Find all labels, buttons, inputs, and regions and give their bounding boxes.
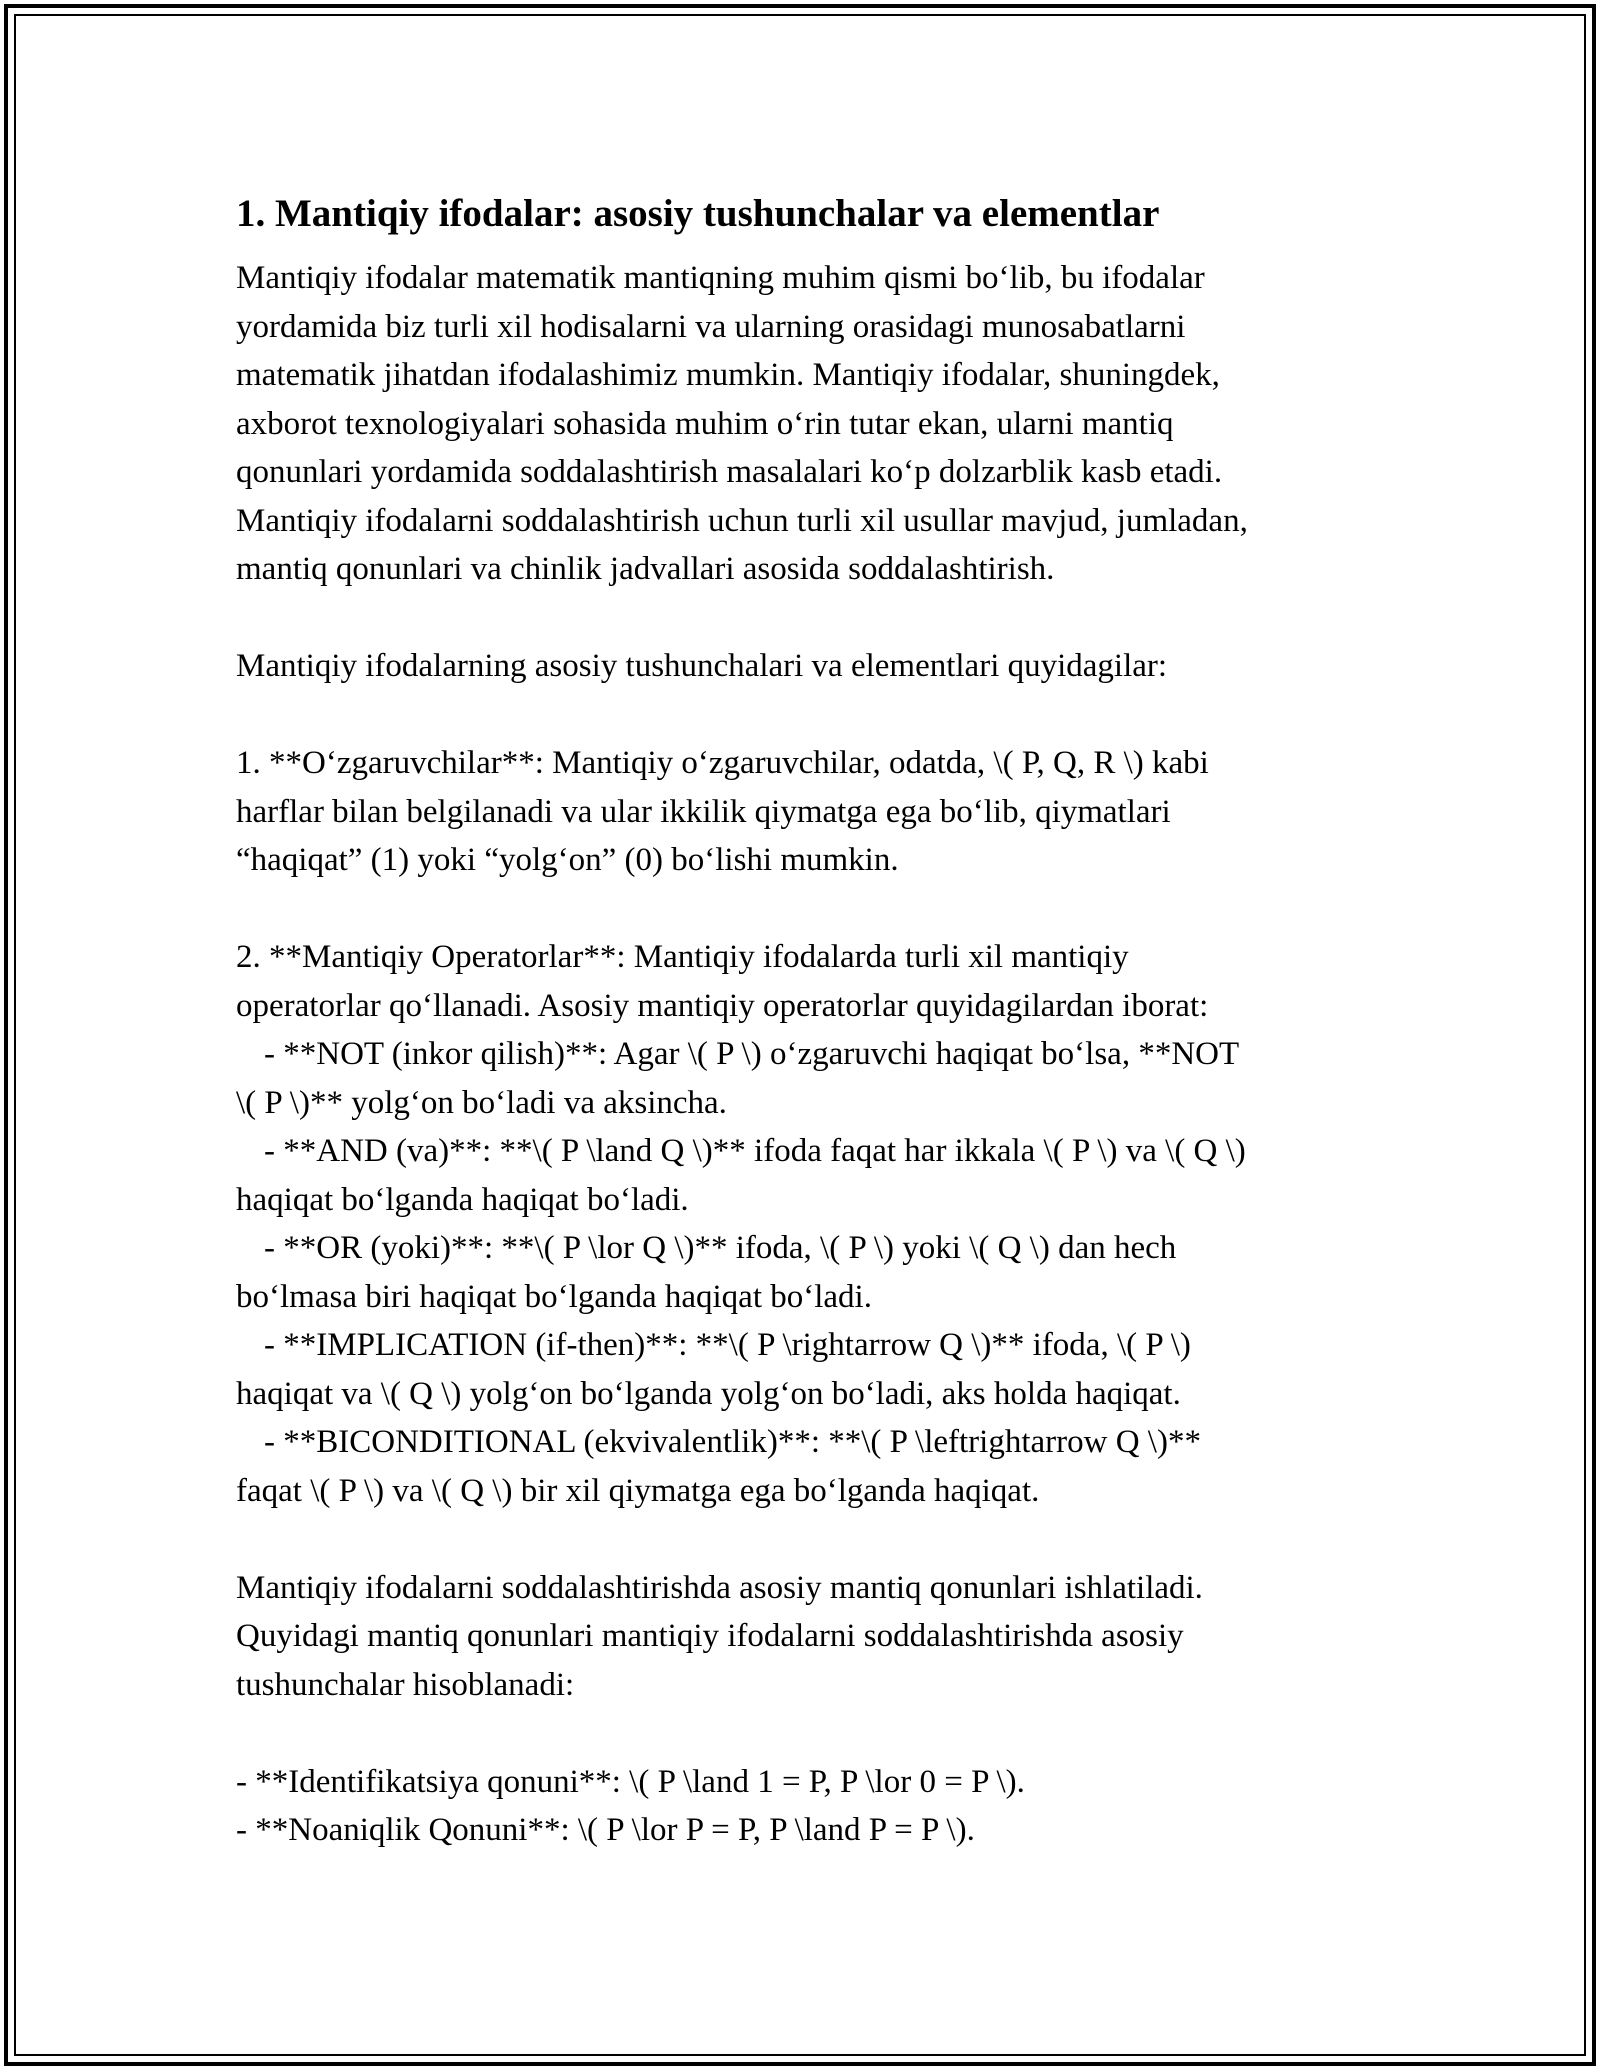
operators-paragraph — [236, 933, 1376, 1515]
text-line: faqat \( P \) va \( Q \) bir xil qiymatga ega bo‘lganda haqiqat. — [236, 1472, 1040, 1509]
text-line: \( P \)** yolg‘on bo‘ladi va aksincha. — [236, 1084, 727, 1121]
document-body — [236, 186, 1376, 1855]
laws-intro-paragraph — [236, 1564, 1376, 1710]
variables-paragraph — [236, 739, 1376, 885]
text-line: Mantiqiy ifodalarning asosiy tushunchalari va elementlari quyidagilar: — [236, 648, 1168, 684]
list-item-implication: - **IMPLICATION (if-then)**: **\( P \rightarrow Q \)** ifoda, \( P \) — [264, 1327, 1191, 1363]
text-line: haqiqat bo‘lganda haqiqat bo‘ladi. — [236, 1181, 689, 1218]
list-item-or: - **OR (yoki)**: **\( P \lor Q \)** ifoda, \( P \) yoki \( Q \) dan hech — [264, 1230, 1177, 1266]
text-line: mantiq qonunlari va chinlik jadvallari asosida soddalashtirish. — [236, 551, 1055, 587]
text-line: harflar bilan belgilanadi va ular ikkilik qiymatga ega bo‘lib, qiymatlari — [236, 793, 1171, 830]
text-line: “haqiqat” (1) yoki “yolg‘on” (0) bo‘lishi mumkin. — [236, 842, 899, 878]
text-line: bo‘lmasa biri haqiqat bo‘lganda haqiqat bo‘ladi. — [236, 1278, 872, 1315]
text-line: Mantiqiy ifodalarni soddalashtirishda asosiy mantiq qonunlari ishlatiladi. — [236, 1569, 1203, 1606]
text-line: 1. **O‘zgaruvchilar**: Mantiqiy o‘zgaruvchilar, odatda, \( P, Q, R \) kabi — [236, 745, 1209, 781]
text-line: haqiqat va \( Q \) yolg‘on bo‘lganda yolg‘on bo‘ladi, aks holda haqiqat. — [236, 1375, 1181, 1412]
text-line: matematik jihatdan ifodalashimiz mumkin. Mantiqiy ifodalar, shuningdek, — [236, 357, 1220, 393]
elements-intro-paragraph — [236, 642, 1376, 691]
text-line: yordamida biz turli xil hodisalarni va ularning orasidagi munosabatlarni — [236, 308, 1186, 345]
text-line: operatorlar qo‘llanadi. Asosiy mantiqiy operatorlar quyidagilardan iborat: — [236, 987, 1209, 1024]
laws-list — [236, 1758, 1376, 1855]
intro-paragraph — [236, 254, 1376, 594]
list-item-idempotent-law: - **Noaniqlik Qonuni**: \( P \lor P = P, P \land P = P \). — [236, 1812, 975, 1848]
list-item-biconditional: - **BICONDITIONAL (ekvivalentlik)**: **\( P \leftrightarrow Q \)** — [264, 1424, 1201, 1460]
text-line: qonunlari yordamida soddalashtirish masalalari ko‘p dolzarblik kasb etadi. — [236, 454, 1223, 490]
list-item-and: - **AND (va)**: **\( P \land Q \)** ifoda faqat har ikkala \( P \) va \( Q \) — [264, 1133, 1246, 1169]
text-line: 2. **Mantiqiy Operatorlar**: Mantiqiy ifodalarda turli xil mantiqiy — [236, 939, 1129, 975]
text-line: tushunchalar hisoblanadi: — [236, 1666, 575, 1703]
list-item-not: - **NOT (inkor qilish)**: Agar \( P \) o‘zgaruvchi haqiqat bo‘lsa, **NOT — [264, 1036, 1240, 1072]
list-item-identity-law: - **Identifikatsiya qonuni**: \( P \land 1 = P, P \lor 0 = P \). — [236, 1763, 1025, 1800]
section-heading: 1. Mantiqiy ifodalar: asosiy tushunchalar va elementlar — [236, 192, 1160, 235]
text-line: Mantiqiy ifodalar matematik mantiqning muhim qismi bo‘lib, bu ifodalar — [236, 260, 1205, 296]
text-line: Quyidagi mantiq qonunlari mantiqiy ifodalarni soddalashtirishda asosiy — [236, 1618, 1184, 1654]
text-line: axborot texnologiyalari sohasida muhim o‘rin tutar ekan, ularni mantiq — [236, 405, 1174, 442]
text-line: Mantiqiy ifodalarni soddalashtirish uchun turli xil usullar mavjud, jumladan, — [236, 502, 1248, 539]
